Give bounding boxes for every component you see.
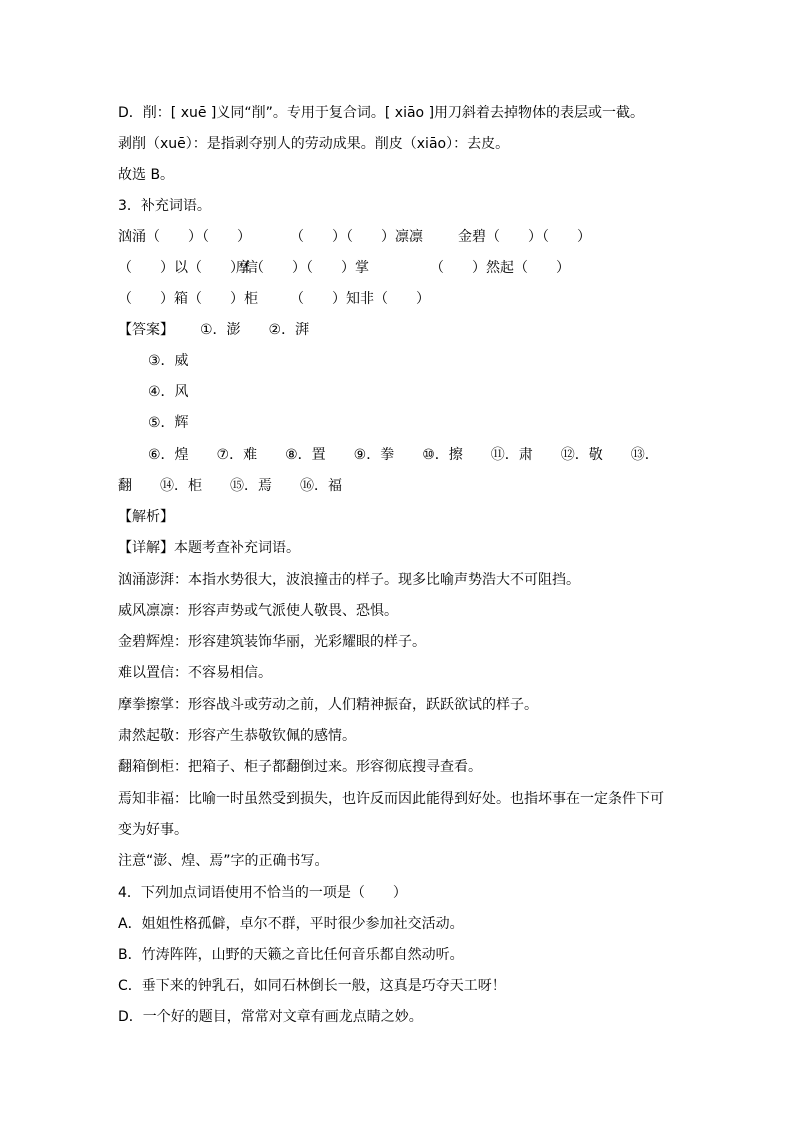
analysis-line: 威风凛凛：形容声势或气派使人敬畏、恐惧。 — [118, 603, 398, 619]
answer-choice: 故选 B。 — [118, 167, 175, 183]
fill-item: （ ）（ ）凛凛 — [290, 229, 423, 245]
question-3-title: 3．补充词语。 — [118, 198, 211, 214]
analysis-line: 焉知非福：比喻一时虽然受到损失，也许反而因此能得到好处。也指坏事在一定条件下可 — [118, 791, 664, 807]
analysis-detail: 【详解】本题考查补充词语。 — [118, 540, 300, 556]
option-b: B．竹涛阵阵，山野的天籁之音比任何音乐都自然动听。 — [118, 947, 464, 963]
question-stem: 4．下列加点词语使用不恰当的一项是（ ） — [118, 885, 407, 901]
fill-item: （ ）知非（ ） — [290, 291, 430, 307]
option-d: D．一个好的题目，常常对文章有画龙点睛之妙。 — [118, 1009, 423, 1025]
analysis-line: 变为好事。 — [118, 822, 188, 838]
answer-item: ⑤．辉 — [148, 415, 189, 431]
answer-row: ⑥．煌 ⑦．难 ⑧．置 ⑨．拳 ⑩．擦 ⑪．肃 ⑫．敬 ⑬． — [148, 447, 659, 463]
option-a: A．姐姐性格孤僻，卓尔不群，平时很少参加社交活动。 — [118, 916, 464, 932]
fill-item: 摩（ ）（ ）掌 — [236, 260, 369, 276]
option-d-explanation: D．削：[ xuē ]义同“削”。专用于复合词。[ xiāo ]用刀斜着去掉物体的表层或一截。 — [118, 105, 645, 121]
fill-item: 汹涌（ ）（ ） — [118, 229, 251, 245]
pinyin-explanation: 剥削（xuē）：是指剥夺别人的劳动成果。削皮（xiāo）：去皮。 — [118, 136, 510, 152]
analysis-line: 注意“澎、煌、焉”字的正确书写。 — [118, 853, 329, 869]
answer-label: 【答案】 — [118, 322, 174, 338]
analysis-line: 翻箱倒柜：把箱子、柜子都翻倒过来。形容彻底搜寻查看。 — [118, 759, 482, 775]
fill-item: （ ）箱（ ）柜 — [118, 291, 258, 307]
answer-item: ③．威 — [148, 353, 189, 369]
answer-first: ①．澎 ②．湃 — [200, 322, 310, 338]
answer-item: ④．风 — [148, 384, 189, 400]
fill-item: 金碧（ ）（ ） — [458, 229, 591, 245]
fill-item: （ ）然起（ ） — [430, 260, 570, 276]
option-c: C．垂下来的钟乳石，如同石林倒长一般，这真是巧夺天工呀！ — [118, 978, 506, 994]
analysis-line: 摩拳擦掌：形容战斗或劳动之前，人们精神振奋，跃跃欲试的样子。 — [118, 697, 538, 713]
fill-item: （ ）以（ ）信 — [118, 260, 258, 276]
analysis-line: 金碧辉煌：形容建筑装饰华丽，光彩耀眼的样子。 — [118, 634, 426, 650]
analysis-line: 肃然起敬：形容产生恭敬钦佩的感情。 — [118, 728, 356, 744]
answer-row: 翻 ⑭．柜 ⑮．焉 ⑯．福 — [118, 478, 342, 494]
analysis-label: 【解析】 — [118, 509, 174, 525]
analysis-line: 难以置信：不容易相信。 — [118, 665, 272, 681]
analysis-line: 汹涌澎湃：本指水势很大，波浪撞击的样子。现多比喻声势浩大不可阻挡。 — [118, 572, 580, 588]
